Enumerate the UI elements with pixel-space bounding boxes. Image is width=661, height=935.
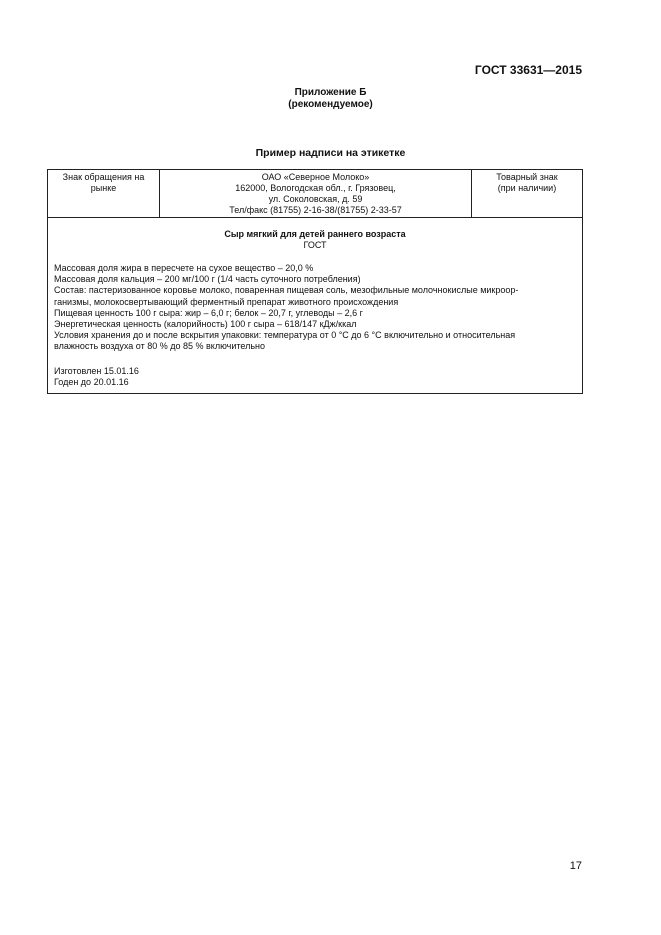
dates-block (54, 366, 576, 388)
annex-subtitle: (рекомендуемое) (288, 99, 373, 110)
market-sign-line: рынке (90, 183, 117, 193)
trademark-line: Товарный знак (496, 172, 558, 182)
manufacturer-address: 162000, Вологодская обл., г. Грязовец, (235, 183, 396, 193)
annex-title: Приложение Б (294, 87, 367, 98)
trademark-cell (472, 170, 582, 217)
product-standard: ГОСТ (303, 240, 327, 250)
product-detail-line: Массовая доля жира в пересчете на сухое вещество – 20,0 % (54, 263, 314, 273)
product-name: Сыр мягкий для детей раннего возраста (224, 229, 406, 239)
manufacture-date: Изготовлен 15.01.16 (54, 365, 139, 376)
product-detail-line: Массовая доля кальция – 200 мг/100 г (1/4 часть суточного потребления) (54, 274, 361, 285)
page-number: 17 (569, 860, 582, 872)
product-detail-line: ганизмы, молокосвертывающий ферментный препарат животного происхождения (54, 296, 399, 307)
product-detail-line: влажность воздуха от 80 % до 85 % включительно (54, 341, 266, 352)
document-code: ГОСТ 33631—2015 (474, 63, 582, 77)
product-detail-line: Условия хранения до и после вскрытия упаковки: температура от 0 °С до 6 °С включительно и относительная (54, 330, 516, 341)
annex-heading (0, 87, 661, 111)
market-sign-line: Знак обращения на (62, 172, 145, 182)
market-sign-cell (48, 170, 160, 217)
expiry-date: Годен до 20.01.16 (54, 376, 129, 387)
label-example-table (47, 169, 583, 394)
manufacturer-phone: Тел/факс (81755) 2-16-38/(81755) 2-33-57 (229, 205, 402, 215)
label-body (48, 218, 582, 393)
product-detail-line: Энергетическая ценность (калорийность) 100 г сыра – 618/147 кДж/ккал (54, 319, 357, 330)
trademark-line: (при наличии) (497, 183, 557, 193)
manufacturer-name: ОАО «Северное Молоко» (261, 172, 370, 182)
manufacturer-street: ул. Соколовская, д. 59 (268, 194, 363, 204)
product-detail-line: Пищевая ценность 100 г сыра: жир – 6,0 г; белок – 20,7 г, углеводы – 2,6 г (54, 307, 363, 318)
label-header-row (48, 170, 582, 218)
section-title: Пример надписи на этикетке (255, 147, 406, 159)
product-detail-line: Состав: пастеризованное коровье молоко, поваренная пищевая соль, мезофильные молочнокислые микроор- (54, 285, 519, 296)
manufacturer-cell (160, 170, 472, 217)
